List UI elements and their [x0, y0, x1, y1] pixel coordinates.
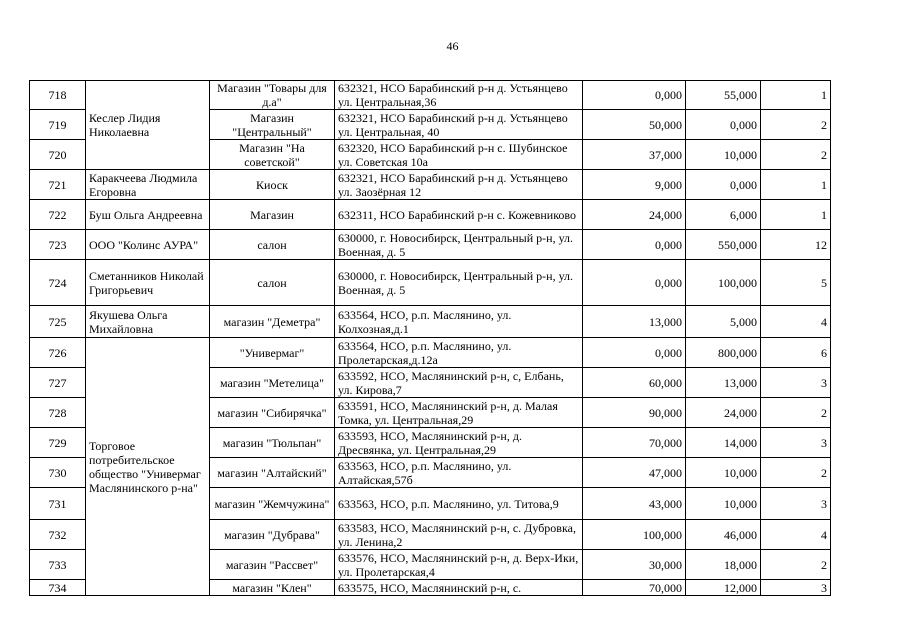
count-cell: 2 — [761, 110, 831, 140]
count-cell: 3 — [761, 580, 831, 596]
outlet-type-cell: магазин "Дубрава" — [210, 520, 335, 550]
table-row — [30, 338, 831, 368]
owner-cell: ООО "Колинс АУРА" — [86, 230, 210, 260]
outlet-type-cell: Магазин "Товары для д.а" — [210, 81, 335, 110]
row-number-cell: 728 — [30, 398, 86, 428]
outlet-type-cell: магазин "Сибирячка" — [210, 398, 335, 428]
table-row — [30, 260, 831, 306]
value-two-cell: 24,000 — [686, 398, 761, 428]
value-one-cell: 0,000 — [583, 230, 686, 260]
value-one-cell: 0,000 — [583, 260, 686, 306]
outlet-type-cell: салон — [210, 260, 335, 306]
value-two-cell: 5,000 — [686, 306, 761, 338]
value-two-cell: 800,000 — [686, 338, 761, 368]
outlet-type-cell: салон — [210, 230, 335, 260]
outlet-type-cell: магазин "Рассвет" — [210, 550, 335, 580]
row-number-cell: 722 — [30, 200, 86, 230]
table-row — [30, 170, 831, 200]
address-cell: 630000, г. Новосибирск, Центральный р-н, ул. Военная, д. 5 — [335, 260, 583, 306]
outlet-type-cell: "Универмаг" — [210, 338, 335, 368]
address-cell: 632311, НСО Барабинский р-н с. Кожевниково — [335, 200, 583, 230]
owner-cell: Сметанников Николай Григорьевич — [86, 260, 210, 306]
row-number-cell: 730 — [30, 458, 86, 488]
outlet-type-cell: Магазин "Центральный" — [210, 110, 335, 140]
count-cell: 2 — [761, 550, 831, 580]
value-two-cell: 10,000 — [686, 488, 761, 520]
outlet-type-cell: Магазин "На советской" — [210, 140, 335, 170]
row-number-cell: 723 — [30, 230, 86, 260]
value-two-cell: 10,000 — [686, 458, 761, 488]
value-one-cell: 90,000 — [583, 398, 686, 428]
row-number-cell: 724 — [30, 260, 86, 306]
value-two-cell: 14,000 — [686, 428, 761, 458]
row-number-cell: 734 — [30, 580, 86, 596]
owner-cell: Кеслер Лидия Николаевна — [86, 81, 210, 170]
value-one-cell: 47,000 — [583, 458, 686, 488]
value-one-cell: 30,000 — [583, 550, 686, 580]
count-cell: 3 — [761, 368, 831, 398]
count-cell: 1 — [761, 170, 831, 200]
count-cell: 1 — [761, 81, 831, 110]
value-two-cell: 46,000 — [686, 520, 761, 550]
address-cell: 633592, НСО, Маслянинский р-н, с, Елбань, ул. Кирова,7 — [335, 368, 583, 398]
value-two-cell: 0,000 — [686, 110, 761, 140]
address-cell: 633576, НСО, Маслянинский р-н, д. Верх-Ики, ул. Пролетарская,4 — [335, 550, 583, 580]
count-cell: 6 — [761, 338, 831, 368]
row-number-cell: 729 — [30, 428, 86, 458]
outlet-type-cell: магазин "Алтайский" — [210, 458, 335, 488]
value-two-cell: 6,000 — [686, 200, 761, 230]
address-cell: 633593, НСО, Маслянинский р-н, д. Дресвянка, ул. Центральная,29 — [335, 428, 583, 458]
owner-cell: Торговое потребительское общество "Универмаг Маслянинского р-на" — [86, 338, 210, 596]
row-number-cell: 721 — [30, 170, 86, 200]
value-one-cell: 0,000 — [583, 81, 686, 110]
table-row — [30, 81, 831, 110]
count-cell: 5 — [761, 260, 831, 306]
row-number-cell: 727 — [30, 368, 86, 398]
value-one-cell: 60,000 — [583, 368, 686, 398]
outlet-type-cell: магазин "Метелица" — [210, 368, 335, 398]
owner-cell: Каракчеева Людмила Егоровна — [86, 170, 210, 200]
row-number-cell: 720 — [30, 140, 86, 170]
count-cell: 2 — [761, 458, 831, 488]
value-one-cell: 37,000 — [583, 140, 686, 170]
outlet-type-cell: магазин "Деметра" — [210, 306, 335, 338]
address-cell: 633591, НСО, Маслянинский р-н, д. Малая Томка, ул. Центральная,29 — [335, 398, 583, 428]
address-cell: 633583, НСО, Маслянинский р-н, с. Дубровка, ул. Ленина,2 — [335, 520, 583, 550]
value-one-cell: 50,000 — [583, 110, 686, 140]
owner-cell: Якушева Ольга Михайловна — [86, 306, 210, 338]
value-two-cell: 10,000 — [686, 140, 761, 170]
row-number-cell: 719 — [30, 110, 86, 140]
value-two-cell: 18,000 — [686, 550, 761, 580]
address-cell: 632321, НСО Барабинский р-н д. Устьянцево ул. Центральная,36 — [335, 81, 583, 110]
row-number-cell: 732 — [30, 520, 86, 550]
table-row — [30, 200, 831, 230]
value-two-cell: 550,000 — [686, 230, 761, 260]
address-cell: 632321, НСО Барабинский р-н д. Устьянцево ул. Заозёрная 12 — [335, 170, 583, 200]
value-two-cell: 13,000 — [686, 368, 761, 398]
row-number-cell: 731 — [30, 488, 86, 520]
address-cell: 632320, НСО Барабинский р-н с. Шубинское ул. Советская 10а — [335, 140, 583, 170]
value-one-cell: 9,000 — [583, 170, 686, 200]
value-one-cell: 13,000 — [583, 306, 686, 338]
address-cell: 633564, НСО, р.п. Маслянино, ул. Колхозная,д.1 — [335, 306, 583, 338]
row-number-cell: 725 — [30, 306, 86, 338]
count-cell: 3 — [761, 428, 831, 458]
value-one-cell: 100,000 — [583, 520, 686, 550]
count-cell: 12 — [761, 230, 831, 260]
table-row — [30, 306, 831, 338]
outlet-type-cell: Киоск — [210, 170, 335, 200]
registry-table — [29, 80, 831, 596]
address-cell: 633563, НСО, р.п. Маслянино, ул. Титова,9 — [335, 488, 583, 520]
row-number-cell: 718 — [30, 81, 86, 110]
page-number: 46 — [446, 39, 459, 53]
value-two-cell: 12,000 — [686, 580, 761, 596]
outlet-type-cell: магазин "Клен" — [210, 580, 335, 596]
owner-cell: Буш Ольга Андреевна — [86, 200, 210, 230]
value-two-cell: 55,000 — [686, 81, 761, 110]
value-two-cell: 0,000 — [686, 170, 761, 200]
address-cell: 630000, г. Новосибирск, Центральный р-н, ул. Военная, д. 5 — [335, 230, 583, 260]
outlet-type-cell: магазин "Тюльпан" — [210, 428, 335, 458]
count-cell: 1 — [761, 200, 831, 230]
count-cell: 2 — [761, 140, 831, 170]
outlet-type-cell: Магазин — [210, 200, 335, 230]
address-cell: 633563, НСО, р.п. Маслянино, ул. Алтайская,57б — [335, 458, 583, 488]
address-cell: 632321, НСО Барабинский р-н д. Устьянцево ул. Центральная, 40 — [335, 110, 583, 140]
address-cell: 633575, НСО, Маслянинский р-н, с. — [335, 580, 583, 596]
table-row — [30, 230, 831, 260]
value-one-cell: 43,000 — [583, 488, 686, 520]
value-one-cell: 0,000 — [583, 338, 686, 368]
count-cell: 4 — [761, 520, 831, 550]
count-cell: 4 — [761, 306, 831, 338]
row-number-cell: 733 — [30, 550, 86, 580]
value-two-cell: 100,000 — [686, 260, 761, 306]
count-cell: 3 — [761, 488, 831, 520]
value-one-cell: 24,000 — [583, 200, 686, 230]
row-number-cell: 726 — [30, 338, 86, 368]
value-one-cell: 70,000 — [583, 428, 686, 458]
count-cell: 2 — [761, 398, 831, 428]
address-cell: 633564, НСО, р.п. Маслянино, ул. Пролетарская,д.12а — [335, 338, 583, 368]
outlet-type-cell: магазин "Жемчужина" — [210, 488, 335, 520]
value-one-cell: 70,000 — [583, 580, 686, 596]
